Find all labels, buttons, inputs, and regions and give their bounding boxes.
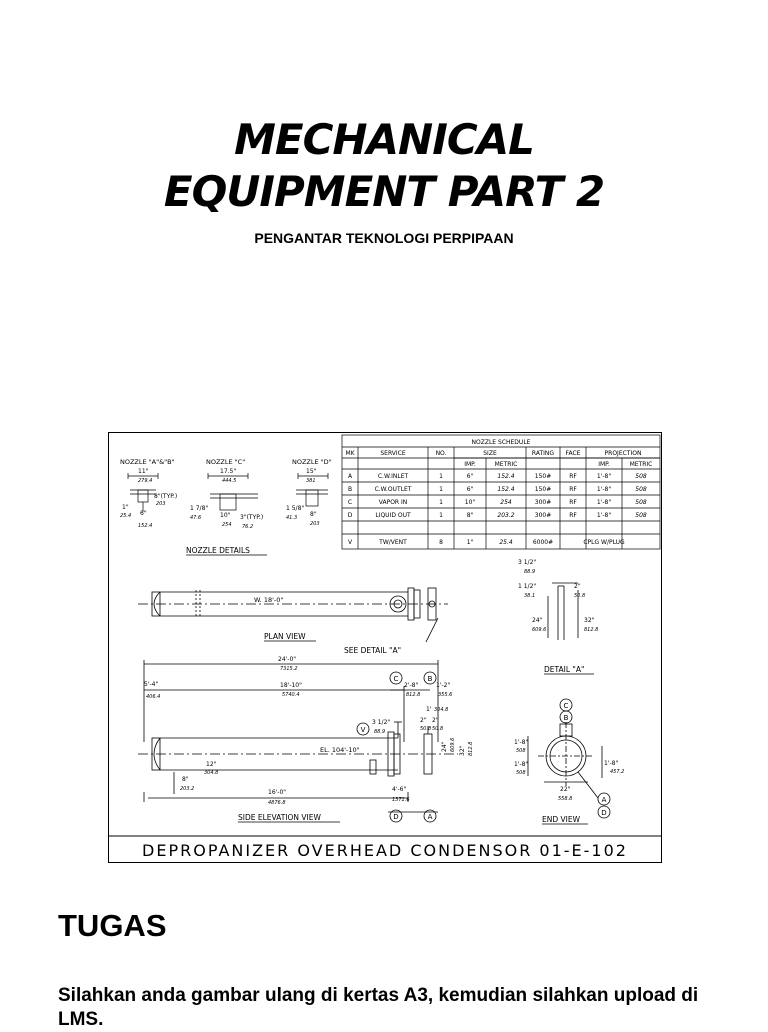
dim-label: 4876.8 — [268, 800, 286, 806]
schedule-cell: 152.4 — [497, 473, 515, 480]
dim-label: 50.8 — [574, 593, 586, 599]
dim-label: 203.2 — [180, 786, 195, 792]
schedule-cell: VAPOR IN — [378, 499, 408, 506]
dim-label: 2'-8" — [404, 682, 419, 689]
schedule-cell: 1 — [439, 499, 443, 506]
dim-label: 1" — [122, 504, 129, 511]
dim-label: 38.1 — [524, 593, 536, 599]
dim-label: 406.4 — [146, 694, 161, 700]
dim-label: 22" — [560, 786, 571, 793]
instruction-text: Silahkan anda gambar ulang di kertas A3, kemudian silahkan upload di LMS. — [58, 985, 699, 1030]
schedule-cell: C — [347, 499, 353, 506]
schedule-cell: 25.4 — [499, 539, 513, 546]
plan-elevation-label: W. 18'-0" — [254, 596, 284, 604]
subtitle: PENGANTAR TEKNOLOGI PERPIPAAN — [254, 230, 514, 246]
schedule-cell: 1 — [439, 473, 443, 480]
technical-drawing — [108, 432, 662, 863]
page-title-line-1: MECHANICAL — [234, 115, 534, 164]
dim-label: 381 — [306, 478, 316, 484]
schedule-cell: 508 — [635, 499, 647, 506]
marker-c: C — [393, 675, 399, 683]
dim-label: 88.9 — [374, 729, 386, 735]
dim-label: 1 7/8" — [190, 505, 209, 512]
dim-label: 1371.6 — [392, 797, 410, 803]
schedule-cell: LIQUID OUT — [375, 512, 411, 519]
dim-label: 47.6 — [190, 515, 202, 521]
schedule-cell: 508 — [635, 473, 647, 480]
drawing-title: DEPROPANIZER OVERHEAD CONDENSOR 01-E-102 — [142, 841, 628, 860]
dim-label: 2" — [420, 717, 427, 724]
dim-label: 1' — [426, 706, 432, 713]
dim-label: 5740.4 — [282, 692, 300, 698]
schedule-cell: 508 — [635, 512, 647, 519]
dim-label: 152.4 — [138, 523, 153, 529]
dim-label: 203 — [310, 521, 320, 527]
marker-v: V — [360, 726, 366, 734]
marker-d: D — [393, 813, 399, 821]
dim-label: 32" — [584, 617, 595, 624]
schedule-cell: RF — [569, 499, 577, 506]
schedule-cell: TW/VENT — [379, 539, 407, 546]
nozzle-c-label: NOZZLE "C" — [206, 458, 246, 466]
elevation-label: EL. 104'-10" — [320, 746, 360, 754]
schedule-cell: 254 — [500, 499, 512, 506]
schedule-cell: C.W.INLET — [377, 473, 409, 480]
dim-label: 8" — [182, 776, 189, 783]
dim-label: 5'-4" — [144, 681, 159, 688]
schedule-cell: 8 — [439, 539, 443, 546]
marker-b: B — [563, 714, 569, 722]
dim-label: 88.9 — [524, 569, 536, 575]
dim-label: 355.6 — [438, 692, 453, 698]
dim-label: 812.8 — [584, 627, 599, 633]
dim-label: 3 1/2" — [518, 559, 537, 566]
dim-label: 17.5" — [220, 468, 237, 475]
dim-label: 1'-8" — [514, 739, 529, 746]
schedule-cell: 1 — [439, 486, 443, 493]
dim-label: 254 — [222, 522, 232, 528]
schedule-subheader: IMP. — [464, 461, 476, 468]
dim-label: 812.8 — [406, 692, 421, 698]
dim-label: 609.6 — [450, 737, 456, 752]
nozzle-details — [120, 458, 332, 512]
marker-a: A — [427, 813, 433, 821]
schedule-cell: RF — [569, 486, 577, 493]
dim-label: 76.2 — [242, 524, 254, 530]
schedule-subheader: METRIC — [629, 461, 653, 468]
schedule-header: MK — [345, 450, 355, 457]
dim-label: 16'-0" — [268, 789, 287, 796]
schedule-cell: 6000# — [532, 539, 554, 546]
schedule-header: RATING — [531, 450, 555, 457]
side-elevation-caption: SIDE ELEVATION VIEW — [238, 813, 321, 822]
dim-label: 508 — [516, 770, 526, 776]
schedule-header: SIZE — [483, 450, 497, 457]
nozzle-ab-label: NOZZLE "A"&"B" — [120, 458, 175, 466]
schedule-cell: 6" — [466, 473, 474, 480]
dim-label: 8" — [310, 511, 317, 518]
detail-a-caption: DETAIL "A" — [544, 665, 585, 674]
dim-label: 12" — [206, 761, 217, 768]
dim-label: 24" — [441, 741, 448, 752]
nozzle-details-caption: NOZZLE DETAILS — [186, 546, 250, 555]
schedule-header: NO. — [435, 450, 447, 457]
schedule-header: FACE — [565, 450, 581, 457]
dim-label: 6" — [140, 510, 147, 517]
dim-label: 18'-10" — [280, 682, 302, 689]
schedule-cell: C.W.OUTLET — [374, 486, 412, 493]
dim-label: 1'-8" — [604, 760, 619, 767]
schedule-cell: 10" — [464, 499, 476, 506]
detail-a — [548, 583, 578, 640]
dim-label: 304.8 — [204, 770, 219, 776]
dim-label: 4'-6" — [392, 786, 407, 793]
page-title-line-2: EQUIPMENT PART 2 — [163, 167, 605, 216]
schedule-cell: 6" — [466, 486, 474, 493]
schedule-cell: RF — [569, 512, 577, 519]
dim-label: 508 — [516, 748, 526, 754]
schedule-cell: 152.4 — [497, 486, 515, 493]
dim-label: 1 1/2" — [518, 583, 537, 590]
dim-label: 2" — [574, 583, 581, 590]
dim-label: 25.4 — [120, 513, 132, 519]
schedule-header: PROJECTION — [604, 450, 642, 457]
dim-label: 1'-2" — [436, 682, 451, 689]
schedule-cell: 1'-8" — [596, 473, 612, 480]
dim-label: 50.8 — [432, 726, 444, 732]
dim-label: 304.8 — [434, 707, 449, 713]
schedule-cell: 300# — [534, 512, 552, 519]
dim-label: 1 5/8" — [286, 505, 305, 512]
schedule-cell: 508 — [635, 486, 647, 493]
marker-a: A — [601, 796, 607, 804]
schedule-cell: 8" — [466, 512, 474, 519]
dim-label: 15" — [306, 468, 317, 475]
dim-label: 11" — [138, 468, 149, 475]
dim-label: 24'-0" — [278, 656, 297, 663]
dim-label: 41.3 — [286, 515, 298, 521]
marker-c: C — [563, 702, 569, 710]
see-detail-label: SEE DETAIL "A" — [344, 646, 402, 655]
schedule-cell: B — [347, 486, 353, 493]
dim-label: 50.8 — [420, 726, 432, 732]
schedule-cell: A — [347, 473, 353, 480]
dim-label: 558.8 — [558, 796, 573, 802]
dim-label: 3 1/2" — [372, 719, 391, 726]
dim-label: 8"(TYP.) — [154, 493, 178, 500]
schedule-cell: 150# — [534, 473, 552, 480]
schedule-cell: 1'-8" — [596, 512, 612, 519]
schedule-cell: D — [347, 512, 353, 519]
schedule-cell: 1'-8" — [596, 499, 612, 506]
schedule-cell: CPLG W/PLUG — [583, 539, 625, 546]
schedule-cell: 300# — [534, 499, 552, 506]
schedule-cell: 1 — [439, 512, 443, 519]
dim-label: 203 — [156, 501, 166, 507]
schedule-subheader: IMP. — [598, 461, 610, 468]
nozzle-d-label: NOZZLE "D" — [292, 458, 332, 466]
dim-label: 609.6 — [532, 627, 547, 633]
schedule-cell: RF — [569, 473, 577, 480]
dim-label: 7315.2 — [280, 666, 298, 672]
dim-label: 2" — [432, 717, 439, 724]
dim-label: 10" — [220, 512, 231, 519]
schedule-subheader: METRIC — [494, 461, 518, 468]
schedule-cell: 1" — [466, 539, 474, 546]
dim-label: 812.8 — [468, 741, 474, 756]
schedule-cell: 203.2 — [497, 512, 515, 519]
dim-label: 24" — [532, 617, 543, 624]
dim-label: 279.4 — [138, 478, 153, 484]
end-view-caption: END VIEW — [542, 815, 581, 824]
marker-b: B — [427, 675, 433, 683]
marker-d: D — [601, 809, 607, 817]
dim-label: 32" — [459, 745, 466, 756]
schedule-cell: V — [347, 539, 353, 546]
section-heading: TUGAS — [58, 908, 167, 943]
dim-label: 3"(TYP.) — [240, 514, 264, 521]
dim-label: 1'-8" — [514, 761, 529, 768]
schedule-header: SERVICE — [380, 450, 406, 457]
schedule-cell: 150# — [534, 486, 552, 493]
dim-label: 444.5 — [222, 478, 237, 484]
schedule-cell: 1'-8" — [596, 486, 612, 493]
dim-label: 457.2 — [610, 769, 625, 775]
plan-view-caption: PLAN VIEW — [264, 632, 306, 641]
schedule-title: NOZZLE SCHEDULE — [471, 439, 531, 446]
